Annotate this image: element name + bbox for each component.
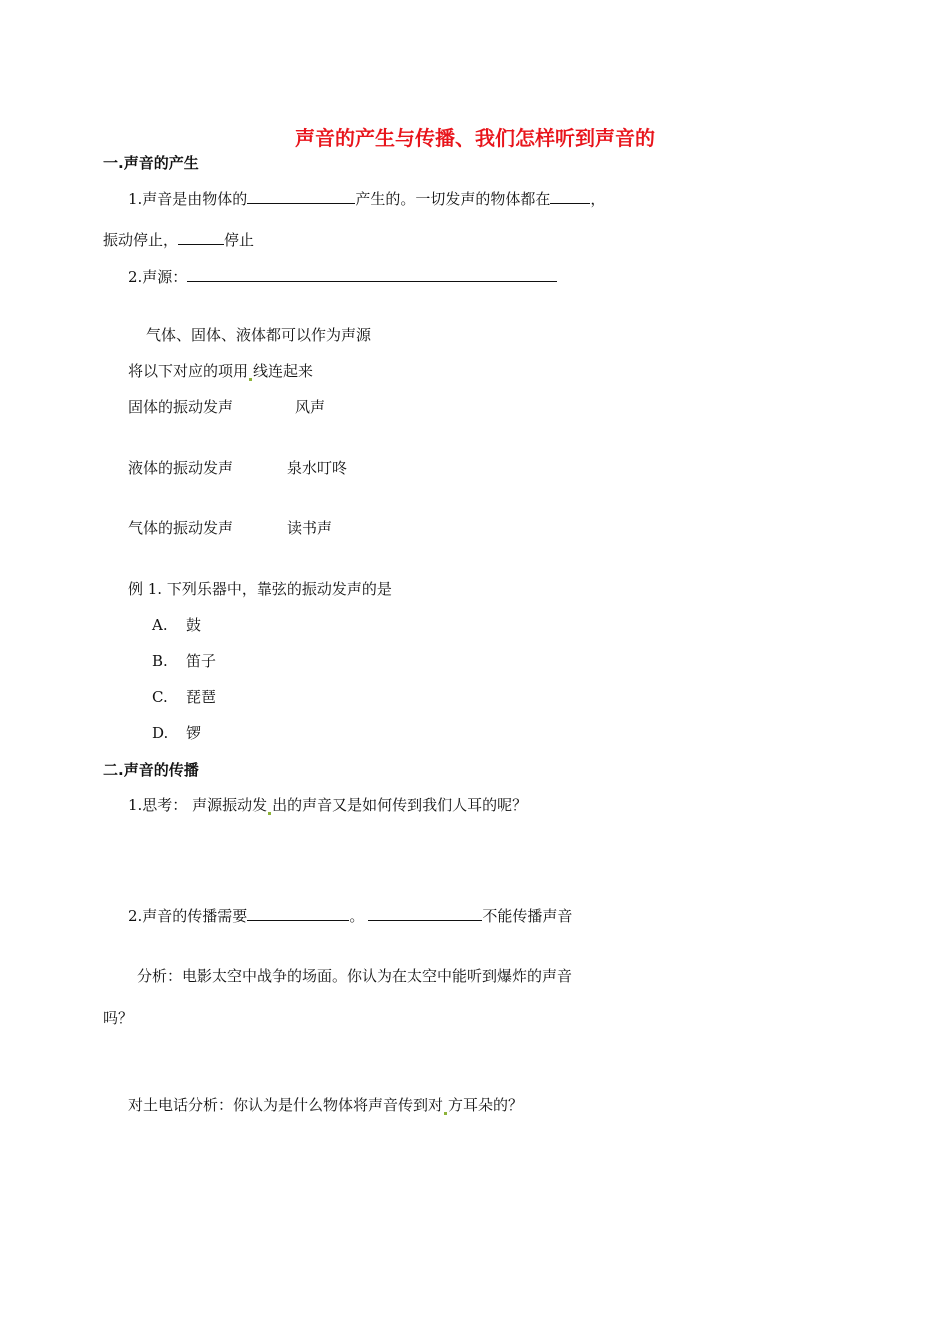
blank-vibrating[interactable]: [550, 188, 590, 204]
option-d-text[interactable]: 锣: [186, 724, 202, 742]
match-right-3: 读书声: [287, 519, 333, 537]
option-a-text[interactable]: 鼓: [186, 616, 202, 634]
s2-phone-analysis: [128, 1095, 523, 1115]
s2-question-2: [128, 905, 572, 926]
match-left-1: 固体的振动发声: [128, 398, 234, 416]
s1-q2-text: 2.声源：: [128, 268, 188, 286]
s1-instr-b: 线连起来: [253, 362, 314, 380]
blank-vibration[interactable]: [247, 188, 355, 204]
s2-analysis: 分析：电影太空中战争的场面。你认为在太空中能听到爆炸的声音: [137, 967, 573, 985]
s2-phone-text-b: 方耳朵的？: [448, 1096, 524, 1114]
example-1: 例 1. 下列乐器中，靠弦的振动发声的是: [128, 580, 392, 598]
match-left-3: 气体的振动发声: [128, 519, 234, 537]
s2-q2-text-a: 2.声音的传播需要: [128, 907, 248, 925]
s2-q2-text-b: 。: [349, 907, 365, 925]
blank-sound-stop[interactable]: [178, 229, 224, 245]
s2-q2-text-c: 不能传播声音: [482, 907, 573, 925]
section-1-heading: 一.声音的产生: [103, 154, 199, 172]
option-c-text[interactable]: 琵琶: [186, 688, 217, 706]
blank-medium[interactable]: [247, 905, 349, 921]
blank-sound-source[interactable]: [187, 266, 557, 282]
s2-q1-text-a: 1.思考： 声源振动发: [128, 796, 268, 814]
blank-vacuum[interactable]: [368, 905, 482, 921]
option-b-text[interactable]: 笛子: [186, 652, 217, 670]
option-d-letter: D.: [152, 724, 169, 742]
option-b-letter: B.: [152, 652, 168, 670]
s2-question-1: [128, 795, 527, 815]
edit-mark-icon: [268, 812, 271, 815]
s1-note: 气体、固体、液体都可以作为声源: [146, 326, 372, 344]
s2-analysis-cont: 吗？: [103, 1009, 134, 1027]
s1-question-1: [128, 188, 605, 209]
edit-mark-icon: [249, 378, 252, 381]
s1-q1-text-d: 振动停止，: [103, 231, 179, 249]
match-left-2: 液体的振动发声: [128, 459, 234, 477]
section-2-heading: 二.声音的传播: [103, 761, 199, 779]
s1-instr-a: 将以下对应的项用: [128, 362, 249, 380]
document-title: 声音的产生与传播、我们怎样听到声音的: [295, 126, 655, 150]
s2-phone-text-a: 对土电话分析：你认为是什么物体将声音传到对: [128, 1096, 444, 1114]
s1-q1-text-e: 停止: [224, 231, 255, 249]
s1-question-1-cont: [103, 229, 254, 250]
match-right-1: 风声: [295, 398, 326, 416]
match-right-2: 泉水叮咚: [287, 459, 348, 477]
s1-instruction: [128, 361, 313, 381]
s1-question-2: [128, 266, 557, 287]
option-a-letter: A.: [152, 616, 168, 634]
edit-mark-icon: [444, 1112, 447, 1115]
s1-q1-text-b: 产生的。一切发声的物体都在: [355, 190, 551, 208]
option-c-letter: C.: [152, 688, 168, 706]
s1-q1-text-c: ，: [590, 190, 606, 208]
s1-q1-text-a: 1.声音是由物体的: [128, 190, 248, 208]
s2-q1-text-b: 出的声音又是如何传到我们人耳的呢？: [272, 796, 528, 814]
